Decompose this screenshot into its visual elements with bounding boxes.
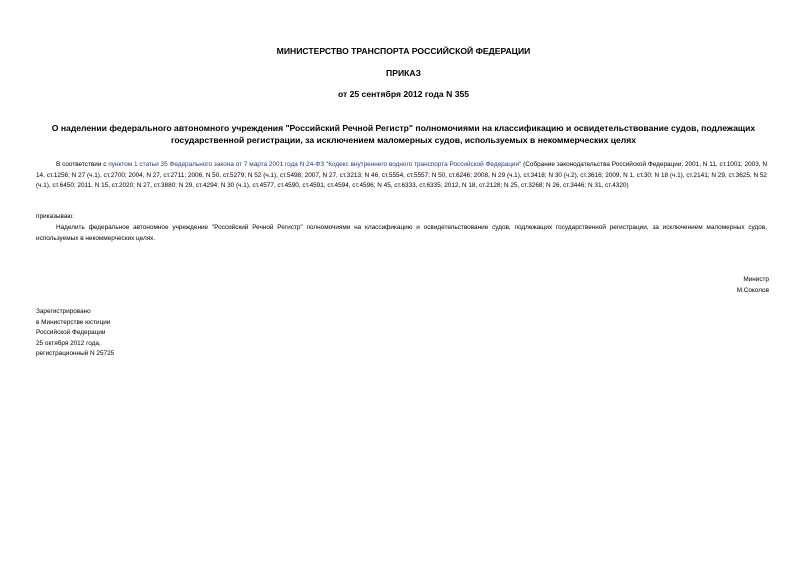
- registration-line: Российской Федерации: [36, 329, 106, 336]
- registration-date: 25 октября 2012 года,: [36, 339, 101, 347]
- preamble-paragraph: [36, 160, 767, 192]
- signatory-name: М.Соколов: [736, 286, 769, 294]
- document-title: О наделении федерального автономного учреждения "Российский Речной Регистр" полномочиями на классификацию и освидетельствование судов, подлежащих государственной регистрации, за исключением маломерных судов, используемых в некоммерческих целях: [51, 123, 756, 145]
- preamble-suffix: (Собрание законодательства Российской Федерации, 2001, N 11, ст.1001; 2003, N 14, ст.1256; N 27 (ч.1), ст.2700; 2004, N 27, ст.2711; 2006, N 50, ст.5279; N 52 (ч.1), ст.5498; 2007, N 27, ст.3213; N 46, ст.5554, ст.5557; N 50, ст.6246; 2008, N 29 (ч.1), ст.3418; N 30 (ч.2), ст.3616; 2009, N 1, ст.30; N 18 (ч.1), ст.2141; N 29, ст.3625, N 52 (ч.1), ст.6450; 2011, N 15, ст.2020; N 27, ст.3880; N 29, ст.4294; N 30 (ч.1), ст.4577, ст.4590, ст.4591, ст.4594, ст.4596; N 45, ст.6333, ст.6335; 2012, N 18, ст.2128; N 25, ст.3268; N 26, ст.3446; N 31, ст.4320): [36, 161, 767, 189]
- signature-block: [737, 275, 769, 296]
- registration-block: [36, 307, 114, 360]
- order-paragraph: Наделить федеральное автономное учреждение "Российский Речной Регистр" полномочиями на классификацию и освидетельствование судов, подлежащих государственной регистрации, за исключением маломерных судов, используемых в некоммерческих целях.: [36, 224, 767, 242]
- registration-line: в Министерстве юстиции: [36, 318, 111, 326]
- preamble-prefix: В соответствии с: [56, 161, 109, 168]
- order-word: приказываю:: [36, 213, 74, 220]
- registration-number: регистрационный N 25725: [36, 350, 115, 357]
- document-type-heading: ПРИКАЗ: [386, 68, 421, 78]
- date-number-heading: от 25 сентября 2012 года N 355: [337, 89, 470, 99]
- ministry-heading: МИНИСТЕРСТВО ТРАНСПОРТА РОССИЙСКОЙ ФЕДЕРАЦИИ: [276, 46, 531, 56]
- registration-line: Зарегистрировано: [36, 308, 91, 315]
- law-reference-link[interactable]: пунктом 1 статьи 35 Федерального закона от 7 марта 2001 года N 24-ФЗ "Кодекс внутреннего водного транспорта Российской Федерации": [108, 161, 522, 168]
- signatory-position: Министр: [743, 276, 769, 283]
